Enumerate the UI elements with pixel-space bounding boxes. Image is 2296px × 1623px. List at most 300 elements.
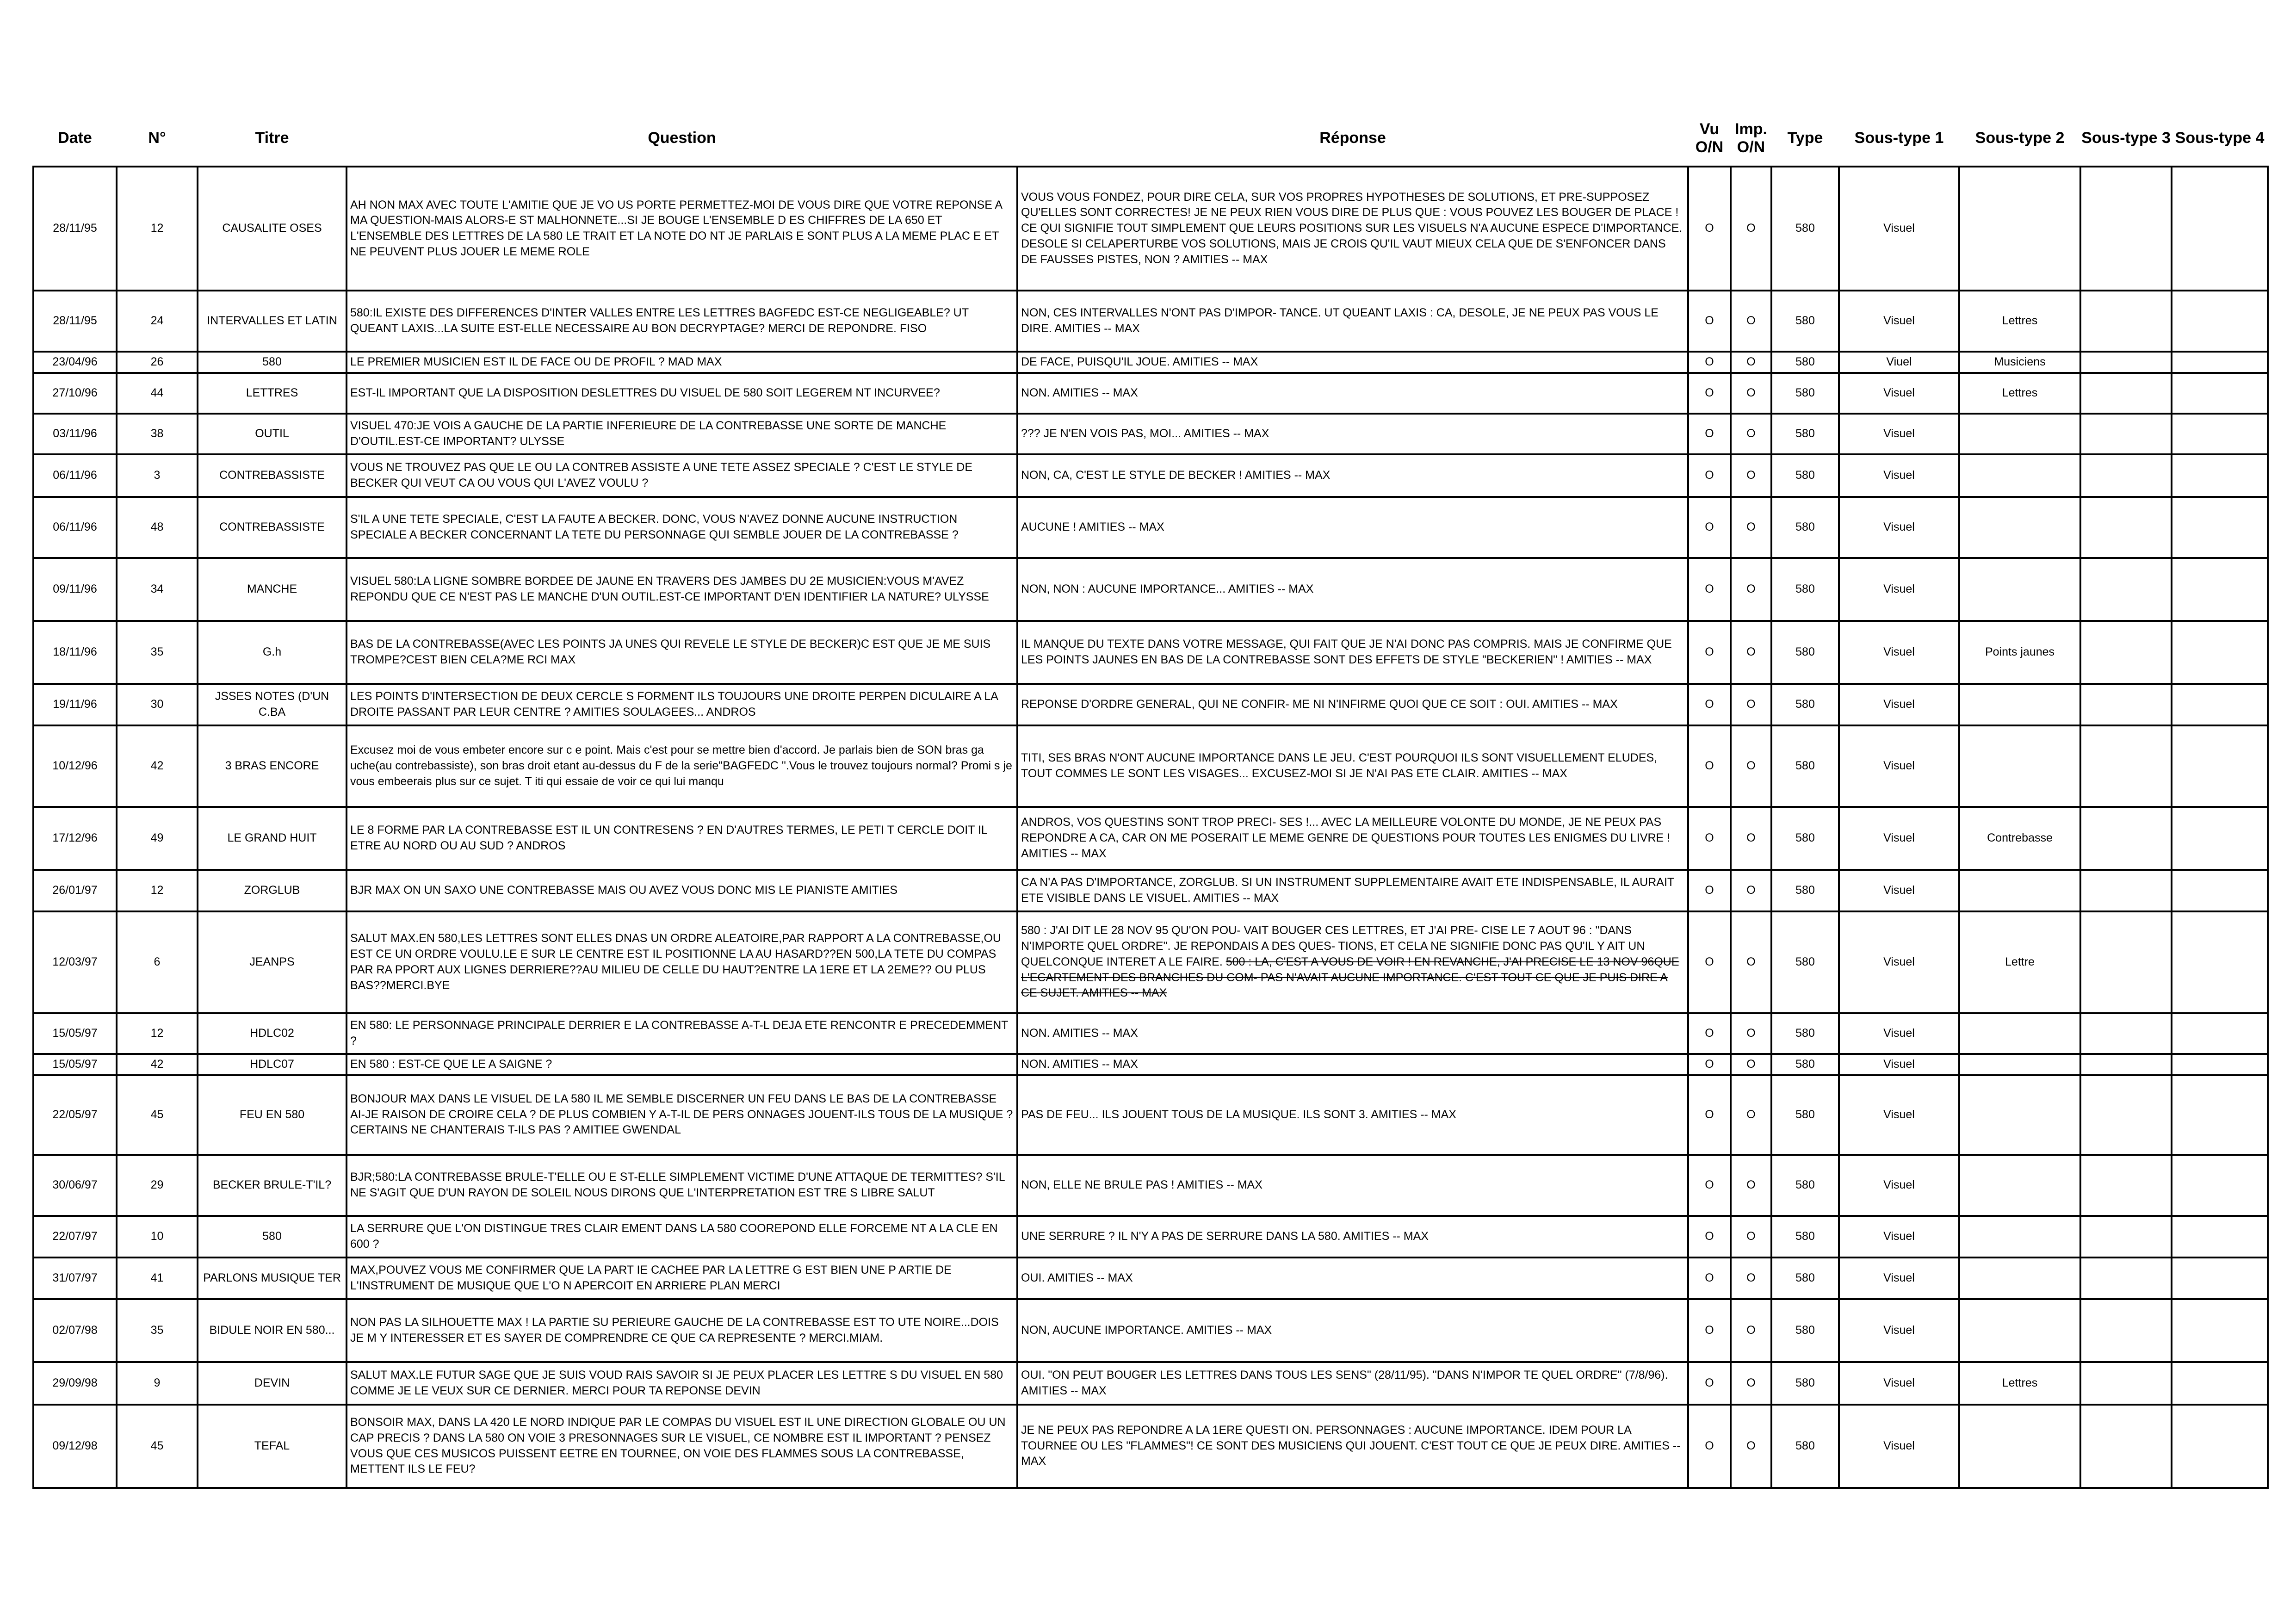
cell-sous-type-2: [1959, 1299, 2080, 1362]
cell-sous-type-2: [1959, 1405, 2080, 1488]
cell-imp: O: [1731, 725, 1771, 807]
cell-number: 48: [117, 497, 198, 558]
cell-type: 580: [1771, 725, 1839, 807]
cell-sous-type-1: Visuel: [1839, 684, 1959, 725]
cell-reponse: [1017, 497, 1688, 558]
cell-reponse: [1017, 1075, 1688, 1155]
cell-number: 12: [117, 1013, 198, 1054]
cell-date: 18/11/96: [33, 621, 117, 684]
cell-sous-type-2: [1959, 1075, 2080, 1155]
cell-number: 34: [117, 558, 198, 621]
cell-question: BAS DE LA CONTREBASSE(AVEC LES POINTS JA UNES QUI REVELE LE STYLE DE BECKER)C EST QUE JE ME SUIS TROMPE?CEST BIEN CELA?ME RCI MAX: [347, 621, 1017, 684]
cell-reponse: [1017, 725, 1688, 807]
table-row: [33, 911, 2268, 1013]
cell-sous-type-4: [2172, 1216, 2268, 1258]
cell-titre: BIDULE NOIR EN 580...: [198, 1299, 347, 1362]
cell-question: AH NON MAX AVEC TOUTE L'AMITIE QUE JE VO US PORTE PERMETTEZ-MOI DE VOUS DIRE QUE VOTRE REPONSE A MA QUESTION-MAIS ALORS-E ST MALHONNETE...SI JE BOUGE L'ENSEMBLE D ES CHIFFRES DE LA 650 ET L'ENSEMBLE DES LETTRES DE LA 580 LE TRAIT ET LA NOTE DO NT JE PARLAIS E SONT PLUS A LA MEME PLAC E ET NE PEUVENT PLUS JOUER LE MEME ROLE: [347, 167, 1017, 291]
table-row: [33, 1362, 2268, 1405]
cell-type: 580: [1771, 1054, 1839, 1075]
cell-sous-type-2: [1959, 725, 2080, 807]
cell-type: 580: [1771, 454, 1839, 497]
table-row: [33, 373, 2268, 414]
cell-sous-type-2: Contrebasse: [1959, 807, 2080, 870]
cell-sous-type-4: [2172, 870, 2268, 911]
cell-question: BONJOUR MAX DANS LE VISUEL DE LA 580 IL ME SEMBLE DISCERNER UN FEU DANS LE BAS DE LA CONTREBASSE AI-JE RAISON DE CROIRE CELA ? DE PLUS COMBIEN Y A-T-IL DE PERS ONNAGES JOUENT-ILS TOUS DE LA MUSIQUE ? CERTAINS NE CHANTERAIS T-ILS PAS ? AMITIEE GWENDAL: [347, 1075, 1017, 1155]
cell-sous-type-2: [1959, 454, 2080, 497]
cell-titre: 580: [198, 1216, 347, 1258]
table-row: [33, 352, 2268, 373]
cell-vu: O: [1688, 1075, 1731, 1155]
cell-titre: CAUSALITE OSES: [198, 167, 347, 291]
header-question: Question: [648, 129, 716, 147]
cell-date: 23/04/96: [33, 352, 117, 373]
cell-sous-type-3: [2080, 167, 2172, 291]
reponse-text: NON. AMITIES -- MAX: [1021, 386, 1138, 399]
cell-titre: LE GRAND HUIT: [198, 807, 347, 870]
cell-number: 3: [117, 454, 198, 497]
table-row: [33, 558, 2268, 621]
reponse-text: 580 : J'AI DIT LE 28 NOV 95 QU'ON POU- VAIT BOUGER CES LETTRES, ET J'AI PRE- CISE LE 7 AOUT 96 : "DANS N'IMPORTE QUEL ORDRE". JE REPONDAIS A DES QUES- TIONS, ET CELA NE SIGNIFIE DONC PAS QU'IL Y AIT UN QUELCONQUE INTERET A LE FAIRE.: [1021, 924, 1645, 968]
cell-vu: O: [1688, 1405, 1731, 1488]
cell-sous-type-4: [2172, 414, 2268, 454]
table-row: [33, 414, 2268, 454]
cell-sous-type-3: [2080, 1216, 2172, 1258]
qa-table: [32, 111, 2269, 1489]
cell-date: 27/10/96: [33, 373, 117, 414]
reponse-text: TITI, SES BRAS N'ONT AUCUNE IMPORTANCE DANS LE JEU. C'EST POURQUOI ILS SONT VISUELLEMENT ELUDES, TOUT COMMES LE SONT LES VISAGES... EXCUSEZ-MOI SI JE N'AI PAS ETE CLAIR. AMITIES -- MAX: [1021, 751, 1658, 780]
header-imp: [1731, 111, 1771, 167]
cell-sous-type-1: Visuel: [1839, 1216, 1959, 1258]
cell-type: 580: [1771, 1299, 1839, 1362]
reponse-text: NON. AMITIES -- MAX: [1021, 1026, 1138, 1040]
reponse-text: UNE SERRURE ? IL N'Y A PAS DE SERRURE DANS LA 580. AMITIES -- MAX: [1021, 1229, 1429, 1243]
cell-sous-type-3: [2080, 1362, 2172, 1405]
table-row: [33, 725, 2268, 807]
cell-vu: O: [1688, 1299, 1731, 1362]
cell-titre: HDLC07: [198, 1054, 347, 1075]
cell-imp: O: [1731, 621, 1771, 684]
cell-sous-type-3: [2080, 911, 2172, 1013]
cell-question: LE PREMIER MUSICIEN EST IL DE FACE OU DE PROFIL ? MAD MAX: [347, 352, 1017, 373]
cell-question: SALUT MAX.LE FUTUR SAGE QUE JE SUIS VOUD RAIS SAVOIR SI JE PEUX PLACER LES LETTRE S DU VISUEL EN 580 COMME JE LE VEUX SUR CE DERNIER. MERCI POUR TA REPONSE DEVIN: [347, 1362, 1017, 1405]
cell-sous-type-1: Visuel: [1839, 414, 1959, 454]
cell-imp: O: [1731, 1258, 1771, 1299]
cell-date: 22/07/97: [33, 1216, 117, 1258]
cell-sous-type-2: Musiciens: [1959, 352, 2080, 373]
cell-question: EST-IL IMPORTANT QUE LA DISPOSITION DESLETTRES DU VISUEL DE 580 SOIT LEGEREM NT INCURVEE?: [347, 373, 1017, 414]
cell-sous-type-1: Visuel: [1839, 870, 1959, 911]
reponse-text: ANDROS, VOS QUESTINS SONT TROP PRECI- SES !... AVEC LA MEILLEURE VOLONTE DU MONDE, JE NE PEUX PAS REPONDRE A CA, CAR ON ME POSERAIT LE MEME GENRE DE QUESTIONS POUR TOUTES LES ENIGMES DU LIVRE ! AMITIES -- MAX: [1021, 816, 1671, 860]
cell-question: LE 8 FORME PAR LA CONTREBASSE EST IL UN CONTRESENS ? EN D'AUTRES TERMES, LE PETI T CERCLE DOIT IL ETRE AU NORD OU AU SUD ? ANDROS: [347, 807, 1017, 870]
cell-number: 35: [117, 1299, 198, 1362]
cell-sous-type-2: Lettres: [1959, 1362, 2080, 1405]
table-row: [33, 1405, 2268, 1488]
cell-titre: DEVIN: [198, 1362, 347, 1405]
cell-number: 35: [117, 621, 198, 684]
cell-sous-type-1: Visuel: [1839, 1075, 1959, 1155]
cell-type: 580: [1771, 167, 1839, 291]
cell-sous-type-1: Visuel: [1839, 454, 1959, 497]
cell-number: 12: [117, 870, 198, 911]
cell-question: MAX,POUVEZ VOUS ME CONFIRMER QUE LA PART IE CACHEE PAR LA LETTRE G EST BIEN UNE P ARTIE DE L'INSTRUMENT DE MUSIQUE QUE L'O N APERCOIT EN ARRIERE PLAN MERCI: [347, 1258, 1017, 1299]
cell-type: 580: [1771, 621, 1839, 684]
cell-date: 28/11/95: [33, 291, 117, 352]
cell-imp: O: [1731, 454, 1771, 497]
cell-sous-type-4: [2172, 373, 2268, 414]
header-reponse: Réponse: [1319, 129, 1386, 147]
cell-sous-type-3: [2080, 1054, 2172, 1075]
cell-imp: O: [1731, 1299, 1771, 1362]
reponse-text: REPONSE D'ORDRE GENERAL, QUI NE CONFIR- ME NI N'INFIRME QUOI QUE CE SOIT : OUI. AMITIES -- MAX: [1021, 697, 1618, 711]
reponse-text: NON, NON : AUCUNE IMPORTANCE... AMITIES -- MAX: [1021, 582, 1314, 595]
cell-titre: TEFAL: [198, 1405, 347, 1488]
cell-sous-type-4: [2172, 497, 2268, 558]
cell-date: 12/03/97: [33, 911, 117, 1013]
cell-sous-type-3: [2080, 454, 2172, 497]
cell-reponse: [1017, 807, 1688, 870]
header-vu: [1688, 111, 1731, 167]
cell-titre: CONTREBASSISTE: [198, 497, 347, 558]
header-titre: Titre: [255, 129, 289, 147]
cell-date: 09/11/96: [33, 558, 117, 621]
cell-imp: O: [1731, 1075, 1771, 1155]
cell-date: 31/07/97: [33, 1258, 117, 1299]
reponse-text: NON, CA, C'EST LE STYLE DE BECKER ! AMITIES -- MAX: [1021, 468, 1331, 482]
cell-imp: O: [1731, 414, 1771, 454]
cell-date: 26/01/97: [33, 870, 117, 911]
cell-type: 580: [1771, 497, 1839, 558]
cell-date: 06/11/96: [33, 497, 117, 558]
cell-sous-type-2: [1959, 870, 2080, 911]
cell-reponse: [1017, 558, 1688, 621]
cell-sous-type-3: [2080, 558, 2172, 621]
cell-sous-type-4: [2172, 725, 2268, 807]
cell-question: 580:IL EXISTE DES DIFFERENCES D'INTER VALLES ENTRE LES LETTRES BAGFEDC EST-CE NEGLIGEABLE? UT QUEANT LAXIS...LA SUITE EST-ELLE NECESSAIRE AU BON DECRYPTAGE? MERCI DE REPONDRE. FISO: [347, 291, 1017, 352]
cell-date: 15/05/97: [33, 1054, 117, 1075]
cell-sous-type-4: [2172, 1258, 2268, 1299]
cell-sous-type-3: [2080, 373, 2172, 414]
cell-sous-type-3: [2080, 1075, 2172, 1155]
cell-titre: MANCHE: [198, 558, 347, 621]
cell-sous-type-2: Lettres: [1959, 373, 2080, 414]
cell-type: 580: [1771, 1075, 1839, 1155]
reponse-text: OUI. AMITIES -- MAX: [1021, 1271, 1133, 1284]
cell-sous-type-2: [1959, 497, 2080, 558]
reponse-text: DE FACE, PUISQU'IL JOUE. AMITIES -- MAX: [1021, 355, 1258, 368]
cell-question: EN 580: LE PERSONNAGE PRINCIPALE DERRIER E LA CONTREBASSE A-T-L DEJA ETE RENCONTR E PRECEDEMMENT ?: [347, 1013, 1017, 1054]
cell-vu: O: [1688, 1362, 1731, 1405]
cell-type: 580: [1771, 291, 1839, 352]
cell-question: BJR;580:LA CONTREBASSE BRULE-T'ELLE OU E ST-ELLE SIMPLEMENT VICTIME D'UNE ATTAQUE DE TERMITTES? S'IL NE S'AGIT QUE D'UN RAYON DE SOLEIL NOUS DIRONS QUE L'INTERPRETATION EST TRE S LIBRE SALUT: [347, 1155, 1017, 1216]
cell-type: 580: [1771, 373, 1839, 414]
cell-titre: 580: [198, 352, 347, 373]
cell-imp: O: [1731, 1362, 1771, 1405]
cell-sous-type-4: [2172, 1155, 2268, 1216]
cell-sous-type-4: [2172, 807, 2268, 870]
cell-sous-type-3: [2080, 497, 2172, 558]
reponse-text: PAS DE FEU... ILS JOUENT TOUS DE LA MUSIQUE. ILS SONT 3. AMITIES -- MAX: [1021, 1108, 1456, 1121]
header-vu-label: Vu: [1699, 120, 1720, 138]
reponse-text: JE NE PEUX PAS REPONDRE A LA 1ERE QUESTI ON. PERSONNAGES : AUCUNE IMPORTANCE. IDEM POUR LA TOURNEE OU LES "FLAMMES"! CE SONT DES MUSICIENS QUI JOUENT. C'EST TOUT CE QUE JE PEUX DIRE. AMITIES -- MAX: [1021, 1423, 1681, 1468]
cell-sous-type-2: [1959, 1155, 2080, 1216]
cell-number: 26: [117, 352, 198, 373]
cell-sous-type-3: [2080, 1405, 2172, 1488]
cell-imp: O: [1731, 684, 1771, 725]
cell-sous-type-3: [2080, 1258, 2172, 1299]
table-row: [33, 497, 2268, 558]
cell-sous-type-1: Visuel: [1839, 621, 1959, 684]
cell-titre: PARLONS MUSIQUE TER: [198, 1258, 347, 1299]
cell-sous-type-3: [2080, 725, 2172, 807]
cell-sous-type-2: [1959, 1258, 2080, 1299]
cell-question: S'IL A UNE TETE SPECIALE, C'EST LA FAUTE A BECKER. DONC, VOUS N'AVEZ DONNE AUCUNE INSTRUCTION SPECIALE A BECKER CONCERNANT LA TETE DU PERSONNAGE QUI SEMBLE JOUER DE LA CONTREBASSE ?: [347, 497, 1017, 558]
cell-sous-type-1: Visuel: [1839, 1405, 1959, 1488]
cell-type: 580: [1771, 684, 1839, 725]
reponse-text: NON, AUCUNE IMPORTANCE. AMITIES -- MAX: [1021, 1323, 1272, 1337]
cell-reponse: [1017, 1362, 1688, 1405]
table-row: [33, 621, 2268, 684]
cell-sous-type-3: [2080, 684, 2172, 725]
cell-imp: O: [1731, 870, 1771, 911]
table-header: [33, 111, 2268, 167]
cell-date: 06/11/96: [33, 454, 117, 497]
cell-vu: O: [1688, 1258, 1731, 1299]
reponse-text: AUCUNE ! AMITIES -- MAX: [1021, 520, 1164, 533]
cell-number: 10: [117, 1216, 198, 1258]
cell-type: 580: [1771, 807, 1839, 870]
cell-titre: ZORGLUB: [198, 870, 347, 911]
cell-sous-type-4: [2172, 1075, 2268, 1155]
cell-type: 580: [1771, 870, 1839, 911]
table-row: [33, 1258, 2268, 1299]
table-row: [33, 1013, 2268, 1054]
cell-reponse: [1017, 1258, 1688, 1299]
header-vu-on: O/N: [1695, 138, 1724, 156]
cell-sous-type-1: Visuel: [1839, 1362, 1959, 1405]
cell-date: 10/12/96: [33, 725, 117, 807]
cell-sous-type-3: [2080, 807, 2172, 870]
cell-reponse: [1017, 1013, 1688, 1054]
cell-titre: JEANPS: [198, 911, 347, 1013]
cell-imp: O: [1731, 1054, 1771, 1075]
cell-imp: O: [1731, 497, 1771, 558]
table-row: [33, 1299, 2268, 1362]
reponse-text: NON, ELLE NE BRULE PAS ! AMITIES -- MAX: [1021, 1178, 1262, 1191]
cell-sous-type-3: [2080, 352, 2172, 373]
cell-question: EN 580 : EST-CE QUE LE A SAIGNE ?: [347, 1054, 1017, 1075]
cell-question: LES POINTS D'INTERSECTION DE DEUX CERCLE S FORMENT ILS TOUJOURS UNE DROITE PERPEN DICULAIRE A LA DROITE PASSANT PAR LEUR CENTRE ? AMITIES SOULAGEES... ANDROS: [347, 684, 1017, 725]
cell-sous-type-1: Visuel: [1839, 497, 1959, 558]
cell-date: 02/07/98: [33, 1299, 117, 1362]
cell-titre: G.h: [198, 621, 347, 684]
cell-titre: JSSES NOTES (D'UN C.BA: [198, 684, 347, 725]
cell-question: LA SERRURE QUE L'ON DISTINGUE TRES CLAIR EMENT DANS LA 580 COOREPOND ELLE FORCEME NT A LA CLE EN 600 ?: [347, 1216, 1017, 1258]
cell-number: 49: [117, 807, 198, 870]
cell-imp: O: [1731, 807, 1771, 870]
cell-sous-type-4: [2172, 352, 2268, 373]
table-row: [33, 807, 2268, 870]
cell-sous-type-3: [2080, 291, 2172, 352]
cell-reponse: [1017, 1405, 1688, 1488]
cell-sous-type-2: [1959, 1054, 2080, 1075]
cell-sous-type-2: [1959, 558, 2080, 621]
table-row: [33, 870, 2268, 911]
cell-reponse: [1017, 911, 1688, 1013]
cell-titre: OUTIL: [198, 414, 347, 454]
cell-type: 580: [1771, 911, 1839, 1013]
header-imp-on: O/N: [1737, 138, 1765, 156]
cell-question: VOUS NE TROUVEZ PAS QUE LE OU LA CONTREB ASSISTE A UNE TETE ASSEZ SPECIALE ? C'EST LE STYLE DE BECKER QUI VEUT CA OU VOUS QUI L'AVEZ VOULU ?: [347, 454, 1017, 497]
cell-question: BJR MAX ON UN SAXO UNE CONTREBASSE MAIS OU AVEZ VOUS DONC MIS LE PIANISTE AMITIES: [347, 870, 1017, 911]
cell-sous-type-4: [2172, 684, 2268, 725]
table-row: [33, 1216, 2268, 1258]
cell-date: 09/12/98: [33, 1405, 117, 1488]
table-row: [33, 454, 2268, 497]
cell-vu: O: [1688, 807, 1731, 870]
cell-sous-type-2: [1959, 1216, 2080, 1258]
cell-imp: O: [1731, 1216, 1771, 1258]
cell-sous-type-4: [2172, 621, 2268, 684]
table-row: [33, 1075, 2268, 1155]
cell-type: 580: [1771, 414, 1839, 454]
cell-titre: INTERVALLES ET LATIN: [198, 291, 347, 352]
header-sous-type-1: Sous-type 1: [1854, 129, 1944, 147]
cell-reponse: [1017, 373, 1688, 414]
cell-number: 30: [117, 684, 198, 725]
cell-number: 45: [117, 1075, 198, 1155]
cell-sous-type-1: Visuel: [1839, 558, 1959, 621]
cell-sous-type-1: Visuel: [1839, 1155, 1959, 1216]
cell-number: 42: [117, 1054, 198, 1075]
cell-vu: O: [1688, 1216, 1731, 1258]
cell-sous-type-4: [2172, 1013, 2268, 1054]
cell-vu: O: [1688, 725, 1731, 807]
cell-sous-type-4: [2172, 911, 2268, 1013]
cell-sous-type-4: [2172, 291, 2268, 352]
cell-sous-type-1: Visuel: [1839, 1013, 1959, 1054]
cell-number: 41: [117, 1258, 198, 1299]
cell-vu: O: [1688, 414, 1731, 454]
reponse-struck-text: 500 : LA, C'EST A VOUS DE VOIR ! EN REVANCHE, J'AI PRECISE LE 13 NOV 96QUE L'ECARTEMENT DES BRANCHES DU COM- PAS N'AVAIT AUCUNE IMPORTANCE. C'EST TOUT CE QUE JE PUIS DIRE A CE SUJET. AMITIES -- MAX: [1021, 955, 1679, 1000]
header-type: Type: [1787, 129, 1823, 147]
cell-number: 12: [117, 167, 198, 291]
cell-sous-type-4: [2172, 558, 2268, 621]
cell-question: NON PAS LA SILHOUETTE MAX ! LA PARTIE SU PERIEURE GAUCHE DE LA CONTREBASSE EST TO UTE NOIRE...DOIS JE M Y INTERESSER ET ES SAYER DE COMPRENDRE CE QUE CA REPRESENTE ? MERCI.MIAM.: [347, 1299, 1017, 1362]
cell-vu: O: [1688, 454, 1731, 497]
cell-imp: O: [1731, 1155, 1771, 1216]
table-row: [33, 684, 2268, 725]
cell-vu: O: [1688, 1054, 1731, 1075]
cell-number: 42: [117, 725, 198, 807]
cell-imp: O: [1731, 291, 1771, 352]
cell-imp: O: [1731, 911, 1771, 1013]
cell-vu: O: [1688, 352, 1731, 373]
cell-date: 03/11/96: [33, 414, 117, 454]
cell-number: 38: [117, 414, 198, 454]
cell-type: 580: [1771, 1216, 1839, 1258]
cell-date: 28/11/95: [33, 167, 117, 291]
cell-sous-type-1: Visuel: [1839, 291, 1959, 352]
cell-imp: O: [1731, 558, 1771, 621]
cell-sous-type-4: [2172, 1054, 2268, 1075]
header-sous-type-4: Sous-type 4: [2175, 129, 2265, 147]
cell-reponse: [1017, 414, 1688, 454]
cell-imp: O: [1731, 373, 1771, 414]
table-row: [33, 1155, 2268, 1216]
cell-sous-type-4: [2172, 454, 2268, 497]
cell-titre: HDLC02: [198, 1013, 347, 1054]
cell-reponse: [1017, 1216, 1688, 1258]
cell-imp: O: [1731, 1013, 1771, 1054]
header-sous-type-2: Sous-type 2: [1975, 129, 2065, 147]
table-body: [33, 167, 2268, 1488]
cell-sous-type-1: Visuel: [1839, 1054, 1959, 1075]
cell-type: 580: [1771, 1258, 1839, 1299]
cell-date: 15/05/97: [33, 1013, 117, 1054]
cell-vu: O: [1688, 1013, 1731, 1054]
reponse-text: CA N'A PAS D'IMPORTANCE, ZORGLUB. SI UN INSTRUMENT SUPPLEMENTAIRE AVAIT ETE INDISPENSABLE, IL AURAIT ETE VISIBLE DANS LE VISUEL. AMITIES -- MAX: [1021, 876, 1674, 904]
table-row: [33, 1054, 2268, 1075]
cell-sous-type-1: Visuel: [1839, 807, 1959, 870]
cell-titre: FEU EN 580: [198, 1075, 347, 1155]
reponse-text: VOUS VOUS FONDEZ, POUR DIRE CELA, SUR VOS PROPRES HYPOTHESES DE SOLUTIONS, ET PRE-SUPPOSEZ QU'ELLES SONT CORRECTES! JE NE PEUX RIEN VOUS DIRE DE PLUS QUE : VOUS POUVEZ LES BOUGER DE PLACE ! CE QUI SIGNIFIE TOUT SIMPLEMENT QUE LEURS POSITIONS SUR LES VISUELS N'A AUCUNE ESPECE D'IMPORTANCE. DESOLE SI CELAPERTURBE VOS SOLUTIONS, MAIS JE CROIS QU'IL VAUT MIEUX CELA QUE DE S'ENFONCER DANS DE FAUSSES PISTES, NON ? AMITIES -- MAX: [1021, 190, 1683, 266]
cell-type: 580: [1771, 1013, 1839, 1054]
cell-question: BONSOIR MAX, DANS LA 420 LE NORD INDIQUE PAR LE COMPAS DU VISUEL EST IL UNE DIRECTION GLOBALE OU UN CAP PRECIS ? DANS LA 580 ON VOIE 3 PRESONNAGES SUR LE VISUEL, CE NOMBRE EST IL IMPORTANT ? PENSEZ VOUS QUE CES MUSICOS PUISSENT EETRE EN TOURNEE, ON VOIE DES FLAMMES SOUS LA CONTREBASSE, METTENT ILS LE FEU?: [347, 1405, 1017, 1488]
cell-vu: O: [1688, 870, 1731, 911]
header-sous-type-3: Sous-type 3: [2081, 129, 2171, 147]
cell-vu: O: [1688, 497, 1731, 558]
cell-date: 30/06/97: [33, 1155, 117, 1216]
cell-sous-type-1: Visuel: [1839, 1258, 1959, 1299]
cell-sous-type-4: [2172, 167, 2268, 291]
cell-date: 22/05/97: [33, 1075, 117, 1155]
cell-sous-type-2: Lettre: [1959, 911, 2080, 1013]
cell-reponse: [1017, 870, 1688, 911]
cell-sous-type-4: [2172, 1299, 2268, 1362]
cell-sous-type-1: Visuel: [1839, 725, 1959, 807]
cell-vu: O: [1688, 684, 1731, 725]
cell-sous-type-2: [1959, 1013, 2080, 1054]
table-row: [33, 291, 2268, 352]
cell-reponse: [1017, 352, 1688, 373]
cell-number: 45: [117, 1405, 198, 1488]
cell-imp: O: [1731, 352, 1771, 373]
cell-sous-type-2: Lettres: [1959, 291, 2080, 352]
cell-reponse: [1017, 1299, 1688, 1362]
cell-reponse: [1017, 454, 1688, 497]
reponse-text: ??? JE N'EN VOIS PAS, MOI... AMITIES -- MAX: [1021, 427, 1269, 440]
cell-question: VISUEL 580:LA LIGNE SOMBRE BORDEE DE JAUNE EN TRAVERS DES JAMBES DU 2E MUSICIEN:VOUS M'AVEZ REPONDU QUE CE N'EST PAS LE MANCHE D'UN OUTIL.EST-CE IMPORTANT D'EN IDENTIFIER LA NATURE? ULYSSE: [347, 558, 1017, 621]
cell-question: Excusez moi de vous embeter encore sur c e point. Mais c'est pour se mettre bien d'accord. Je parlais bien de SON bras ga uche(au contrebassiste), son bras droit etant au-dessus du F de la serie"BAGFEDC ".Vous le trouvez toujours normal? Promi s je vous embeerais plus sur ce sujet. T iti qui essaie de voir ce qui lui manqu: [347, 725, 1017, 807]
cell-sous-type-3: [2080, 414, 2172, 454]
cell-sous-type-3: [2080, 870, 2172, 911]
cell-sous-type-4: [2172, 1362, 2268, 1405]
cell-reponse: [1017, 1054, 1688, 1075]
cell-vu: O: [1688, 291, 1731, 352]
cell-sous-type-4: [2172, 1405, 2268, 1488]
cell-titre: 3 BRAS ENCORE: [198, 725, 347, 807]
cell-sous-type-1: Visuel: [1839, 1299, 1959, 1362]
cell-date: 17/12/96: [33, 807, 117, 870]
cell-type: 580: [1771, 352, 1839, 373]
cell-vu: O: [1688, 373, 1731, 414]
cell-sous-type-1: Visuel: [1839, 167, 1959, 291]
cell-number: 29: [117, 1155, 198, 1216]
cell-type: 580: [1771, 1362, 1839, 1405]
reponse-text: IL MANQUE DU TEXTE DANS VOTRE MESSAGE, QUI FAIT QUE JE N'AI DONC PAS COMPRIS. MAIS JE CONFIRME QUE LES POINTS JAUNES EN BAS DE LA CONTREBASSE SONT DES EFFETS DE STYLE "BECKERIEN" ! AMITIES -- MAX: [1021, 638, 1672, 666]
header-number: N°: [148, 129, 166, 147]
cell-titre: BECKER BRULE-T'IL?: [198, 1155, 347, 1216]
